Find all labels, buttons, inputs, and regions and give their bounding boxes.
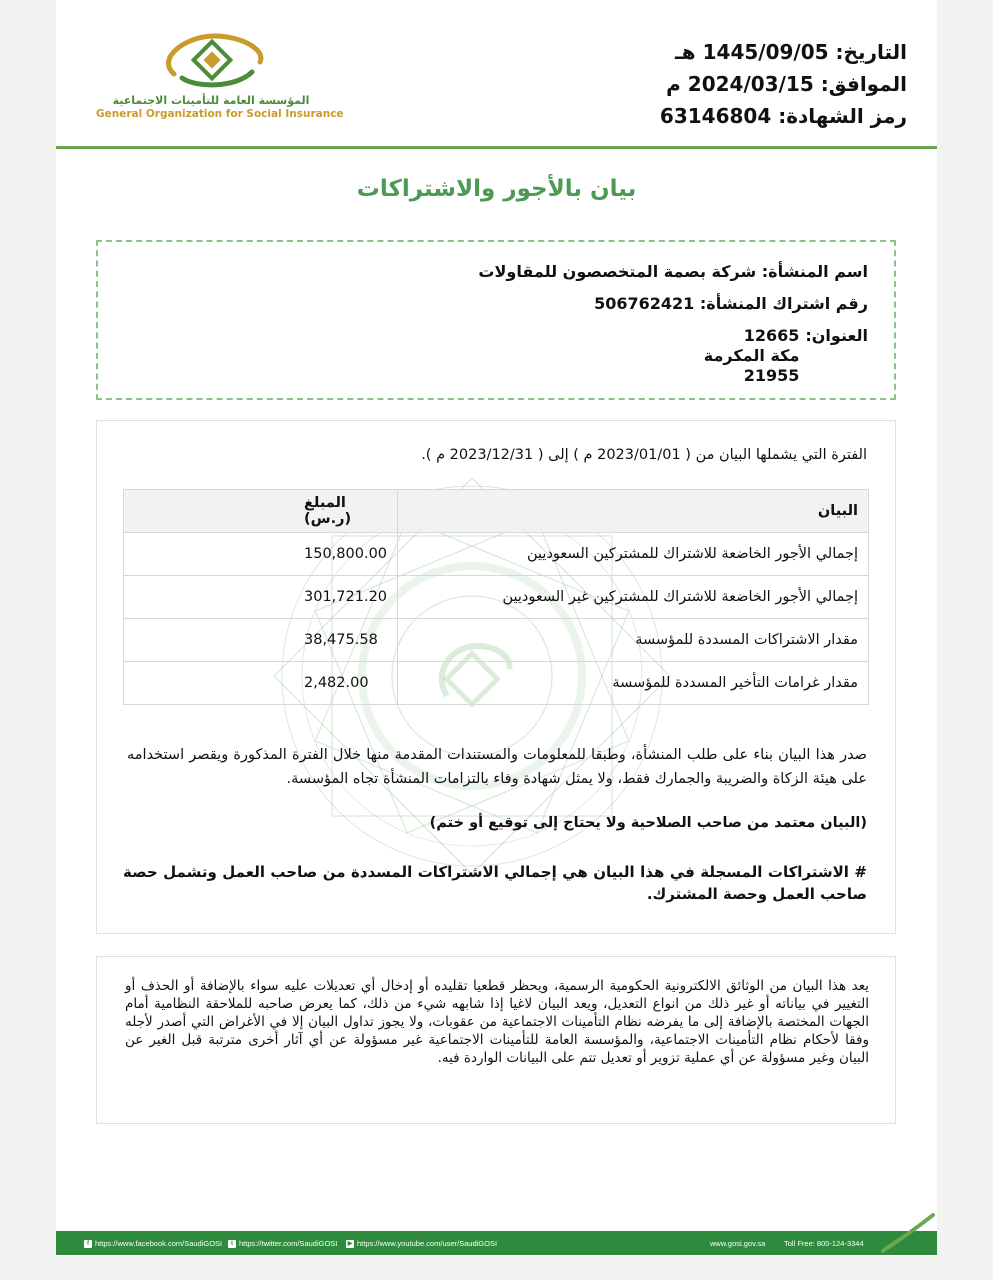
row-amount: 38,475.58 — [124, 619, 398, 662]
disclaimer-text: يعد هذا البيان من الوثائق الالكترونية الحكومية الرسمية، ويحظر قطعيا تقليده أو إدخال أي تعديلات عليه سواء بالإضافة أو الحذف أو التغيير في بياناته أو غير ذلك من انواع التعديل، ويعد البيان لاغيا إذا شابهه شيء من ذلك، كما يعرض صاحبه للملاحقة النظامية أمام الجهات المختصة بالإضافة إلى ما يفرضه نظام التأمينات الاجتماعية من عقوبات، ولا يجوز تداول البيان إلا في الأغراض التي أصدر لأجله وفقا لأحكام نظام التأمينات الاجتماعية، والمؤسسة العامة للتأمينات الاجتماعية غير مسؤولة عن أي آثار أخرى مترتبة قبل الغير عن البيان وغير مسؤولة عن أي عملية تزوير أو تعديل تتم على البيانات الواردة فيه. — [125, 978, 869, 1066]
twitter-icon: t — [228, 1240, 236, 1248]
establishment-subscription: رقم اشتراك المنشأة: 506762421 — [594, 294, 868, 313]
document-title: بيان بالأجور والاشتراكات — [356, 176, 637, 202]
row-amount: 2,482.00 — [124, 662, 398, 705]
row-description: إجمالي الأجور الخاضعة للاشتراك للمشتركين غير السعوديين — [398, 576, 869, 619]
table-row — [124, 619, 869, 662]
footer-bar — [56, 1231, 937, 1255]
disclaimer-box — [96, 956, 896, 1124]
youtube-icon: ▶ — [347, 1240, 353, 1247]
issuance-note: صدر هذا البيان بناء على طلب المنشأة، وطبقا للمعلومات والمستندات المقدمة منها خلال الفترة المذكورة ويقصر استخدامه على هيئة الزكاة والضريبة والجمارك فقط، ولا يمثل شهادة وفاء بالتزامات المنشأة تجاه المؤسسة. — [127, 747, 867, 787]
gosi-logo — [96, 28, 344, 128]
document-page — [56, 0, 937, 1256]
row-description: مقدار غرامات التأخير المسددة للمؤسسة — [398, 662, 869, 705]
address-line: مكة المكرمة — [703, 346, 800, 365]
twitter-url: https://twitter.com/SaudiGOSI — [239, 1239, 338, 1248]
youtube-link[interactable] — [346, 1239, 497, 1248]
row-amount: 150,800.00 — [124, 533, 398, 576]
footer-swoosh-icon — [877, 1211, 937, 1255]
youtube-url: https://www.youtube.com/user/SaudiGOSI — [357, 1239, 498, 1248]
establishment-box — [96, 240, 896, 400]
approval-note: (البيان معتمد من صاحب الصلاحية ولا يحتاج إلى توقيع أو ختم) — [429, 815, 867, 831]
toll-free-number: Toll Free: 800-124-3344 — [784, 1239, 864, 1248]
row-amount: 301,721.20 — [124, 576, 398, 619]
logo-english-name: General Organization for Social Insurance — [96, 108, 344, 120]
table-row — [124, 576, 869, 619]
address-line: 12665 — [743, 326, 800, 345]
column-header-description: البيان — [398, 490, 869, 533]
table-header-row — [124, 490, 869, 533]
date-gregorian: الموافق: 2024/03/15 م — [666, 72, 907, 96]
table-row — [124, 533, 869, 576]
address-label: العنوان: — [805, 326, 868, 345]
statement-period: الفترة التي يشملها البيان من ( 2023/01/01 م ) إلى ( 2023/12/31 م ). — [421, 447, 867, 463]
website-link[interactable]: www.gosi.gov.sa — [710, 1239, 766, 1248]
certificate-code: رمز الشهادة: 63146804 — [659, 104, 907, 128]
address-line: 21955 — [743, 366, 800, 385]
table-row — [124, 662, 869, 705]
facebook-icon: f — [84, 1240, 92, 1248]
facebook-link[interactable] — [84, 1239, 222, 1248]
contributions-note: # الاشتراكات المسجلة في هذا البيان هي إجمالي الاشتراكات المسددة من صاحب العمل وتشمل حصة صاحب العمل وحصة المشترك. — [123, 863, 867, 903]
row-description: إجمالي الأجور الخاضعة للاشتراك للمشتركين السعوديين — [398, 533, 869, 576]
statement-box — [96, 420, 896, 934]
facebook-url: https://www.facebook.com/SaudiGOSI — [95, 1239, 223, 1248]
logo-arabic-name: المؤسسة العامة للتأمينات الاجتماعية — [112, 94, 310, 107]
date-hijri: التاريخ: 1445/09/05 هـ — [674, 40, 907, 64]
establishment-address — [478, 320, 868, 386]
header-info — [660, 36, 907, 132]
twitter-link[interactable] — [228, 1239, 337, 1248]
row-description: مقدار الاشتراكات المسددة للمؤسسة — [398, 619, 869, 662]
gosi-logo-icon — [96, 28, 336, 94]
header-divider — [56, 146, 937, 149]
wages-table — [123, 489, 869, 705]
column-header-amount: المبلغ (ر.س) — [124, 490, 398, 533]
establishment-name: اسم المنشأة: شركة بصمة المتخصصون للمقاولات — [478, 262, 868, 281]
